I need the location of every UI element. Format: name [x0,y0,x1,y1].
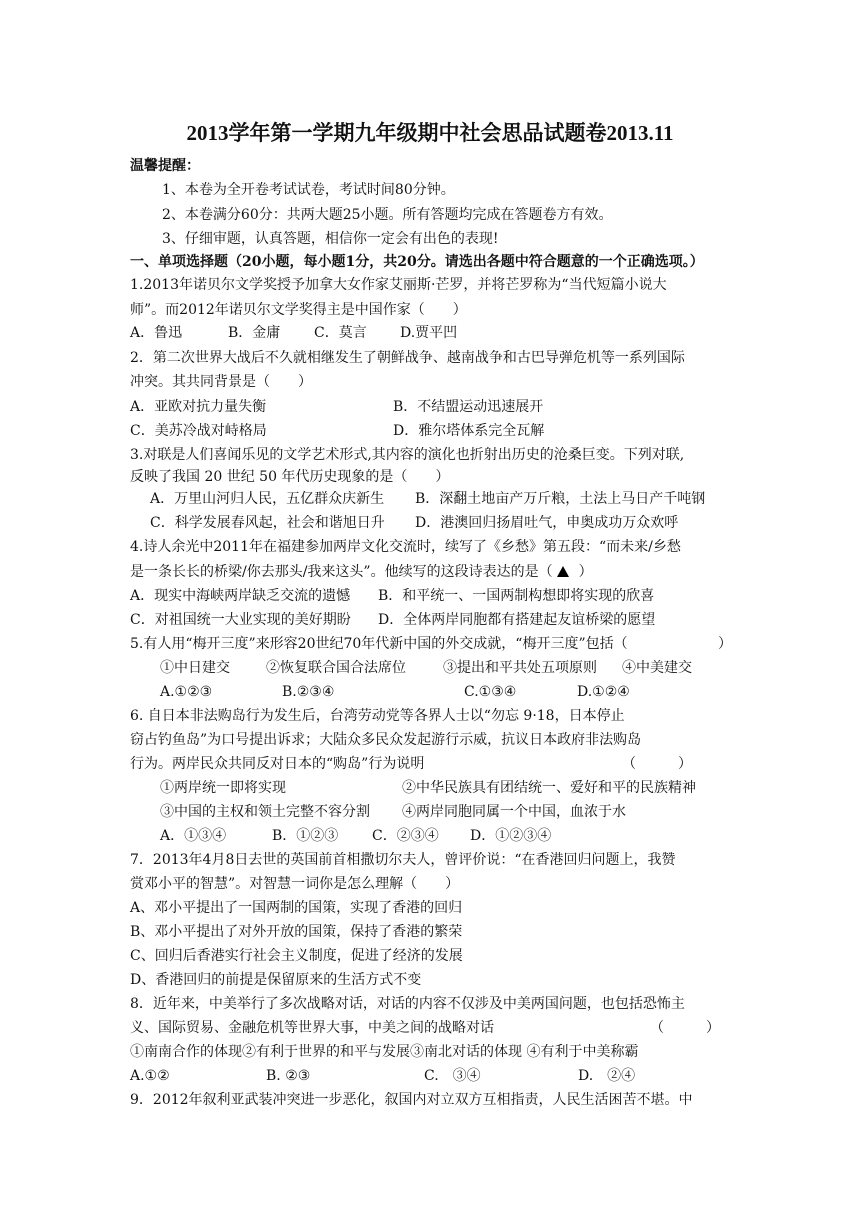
q6-line3: 行为。两岸民众共同反对日本的“购岛”行为说明 [130,756,425,772]
q7-line1: 7．2013年4月8日去世的英国前首相撒切尔夫人，曾评价说：“在香港回归问题上，我赞 [130,852,676,868]
q8-line1: 8．近年来，中美举行了多次战略对话，对话的内容不仅涉及中美两国问题，也包括恐怖主 [130,996,685,1012]
q3-option-b: B．深翻土地亩产万斤粮，土法上马日产千吨钢 [415,491,706,507]
q6-option-b: B．①②③ [272,828,339,844]
q8-line3: ①南南合作的体现②有利于世界的和平与发展③南北对话的体现 ④有利于中美称霸 [130,1044,639,1060]
q2-option-d: D．雅尔塔体系完全瓦解 [393,423,545,439]
q5-option-b: B.②③④ [282,684,335,700]
q6-item-1: ①两岸统一即将实现 [160,780,286,796]
triangle-icon [557,566,569,577]
q3-option-d: D．港澳回归扬眉吐气，申奥成功万众欢呼 [415,515,679,531]
q6-item-4: ④两岸同胞同属一个中国，血浓于水 [402,804,626,820]
q6-option-c: C．②③④ [372,828,439,844]
q8-option-b: B. ②③ [266,1068,311,1084]
q5-item-1: ①中日建交 [160,660,230,676]
q7-option-d: D、香港回归的前提是保留原来的生活方式不变 [130,972,422,988]
q5-item-4: ④中美建交 [622,660,692,676]
q2-line1: 2．第二次世界大战后不久就相继发生了朝鲜战争、越南战争和古巴导弹危机等一系列国际 [130,350,685,366]
q4-option-b: B．和平统一、一国两制构想即将实现的欣喜 [378,588,655,604]
q3-option-c: C．科学发展春风起，社会和谐旭日升 [150,515,385,531]
q8-option-d: D. ②④ [578,1068,636,1084]
tips-heading: 温馨提醒： [130,158,200,174]
q5-line1-end: ） [718,636,732,652]
q2-line2: 冲突。其共同背景是（ ） [130,374,312,390]
q2-option-b: B．不结盟运动迅速展开 [393,399,544,415]
q7-option-c: C、回归后香港实行社会主义制度，促进了经济的发展 [130,948,463,964]
q1-line2: 师”。而2012年诺贝尔文学奖得主是中国作家（ ） [130,302,467,318]
q7-line2: 赏邓小平的智慧”。对智慧一词你是怎么理解（ ） [130,876,460,892]
q6-line1: 6. 自日本非法购岛行为发生后，台湾劳动党等各界人士以“勿忘 9·18，日本停止 [130,708,625,724]
q7-option-b: B、邓小平提出了对外开放的国策，保持了香港的繁荣 [130,924,463,940]
q3-line1: 3.对联是人们喜闻乐见的文学艺术形式,其内容的演化也折射出历史的沧桑巨变。下列对联, [130,447,685,463]
q5-option-a: A.①②③ [160,684,213,700]
q7-option-a: A、邓小平提出了一国两制的国策，实现了香港的回归 [130,900,463,916]
q3-line2: 反映了我国 20 世纪 50 年代历史现象的是（ ） [130,469,450,485]
q6-option-a: A．①③④ [160,828,227,844]
page-title: 2013学年第一学期九年级期中社会思品试题卷2013.11 [186,121,674,145]
q5-line1: 5.有人用“梅开三度”来形容20世纪70年代新中国的外交成就，“梅开三度”包括（ [130,636,628,652]
q2-option-c: C．美苏冷战对峙格局 [130,423,267,439]
q6-option-d: D．①②③④ [470,828,552,844]
q4-line2 [130,563,593,581]
tip-2: 2、本卷满分60分：共两大题25小题。所有答题均完成在答题卷方有效。 [162,207,613,223]
tip-3: 3、仔细审题，认真答题，相信你一定会有出色的表现! [162,231,499,247]
q4-option-d: D．全体两岸同胞都有搭建起友谊桥梁的愿望 [378,612,656,628]
q9-line1: 9．2012年叙利亚武装冲突进一步恶化，叙国内对立双方互相指责，人民生活困苦不堪。中 [130,1092,693,1108]
section-heading: 一、单项选择题（20小题，每小题1分，共20分。请选出各题中符合题意的一个正确选项。） [130,254,704,270]
q4-line2-end: ） [578,564,593,580]
q8-option-a: A.①② [130,1068,170,1084]
q4-line2-text: 是一条长长的桥梁/你去那头/我来这头”。他续写的这段诗表达的是（ [130,564,553,580]
q5-item-3: ③提出和平共处五项原则 [443,660,597,676]
q1-option-a: A．鲁迅 [130,325,183,341]
q1-option-c: C．莫言 [314,325,367,341]
q3-option-a: A．万里山河归人民，五亿群众庆新生 [150,491,385,507]
q8-line2-end: （ ） [650,1020,720,1036]
q5-option-d: D.①②④ [577,684,630,700]
q6-item-2: ②中华民族具有团结统一、爱好和平的民族精神 [402,780,696,796]
q6-line2: 窃占钓鱼岛”为口号提出诉求；大陆众多民众发起游行示威，抗议日本政府非法购岛 [130,732,642,748]
q4-option-c: C．对祖国统一大业实现的美好期盼 [130,612,351,628]
q1-option-b: B．金庸 [228,325,281,341]
q5-item-2: ②恢复联合国合法席位 [266,660,406,676]
tip-1: 1、本卷为全开卷考试试卷，考试时间80分钟。 [162,182,455,198]
q2-option-a: A．亚欧对抗力量失衡 [130,399,267,415]
q8-option-c: C. ③④ [424,1068,481,1084]
q6-item-3: ③中国的主权和领土完整不容分割 [160,804,370,820]
q4-option-a: A．现实中海峡两岸缺乏交流的遗憾 [130,588,351,604]
q1-line1: 1.2013年诺贝尔文学奖授予加拿大女作家艾丽斯·芒罗，并将芒罗称为“当代短篇小说大 [130,277,667,293]
q8-line2: 义、国际贸易、金融危机等世界大事，中美之间的战略对话 [130,1020,494,1036]
q4-line1: 4.诗人余光中2011年在福建参加两岸文化交流时，续写了《乡愁》第五段：“而未来/乡愁 [130,539,681,555]
q6-line3-end: （ ） [622,756,692,772]
q1-option-d: D.贾平凹 [400,325,458,341]
q5-option-c: C.①③④ [464,684,517,700]
